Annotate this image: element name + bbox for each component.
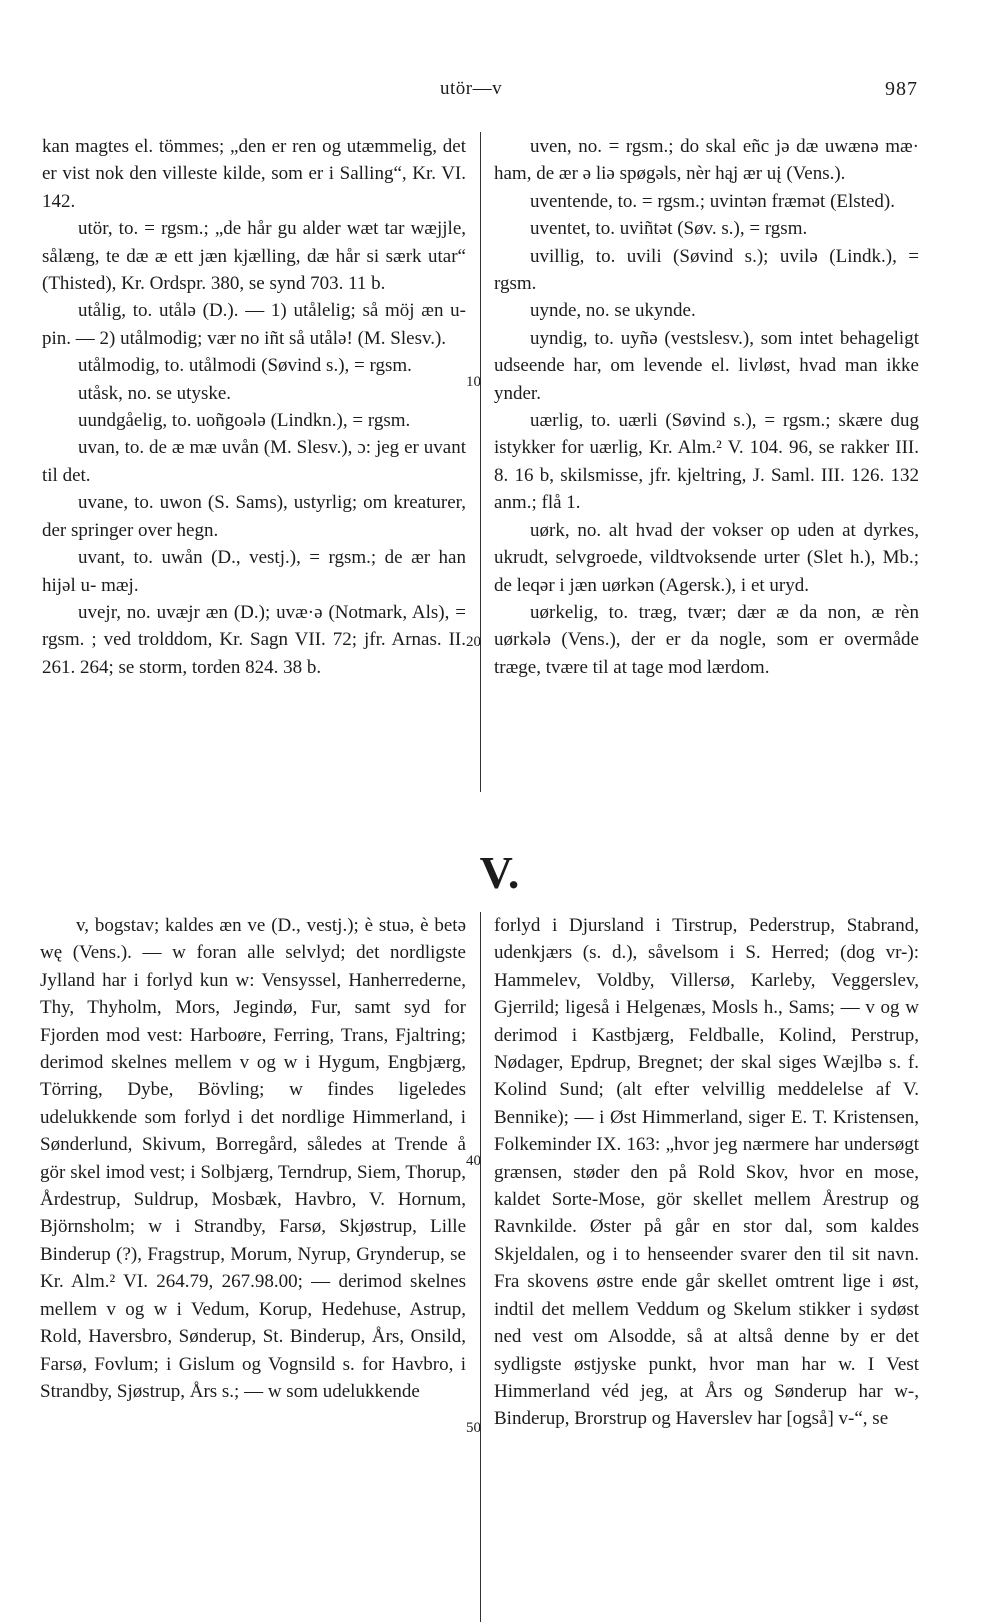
column-divider-bottom [480,912,481,1622]
entry-uventende: uventende, to. = rgsm.; uvintən fræmət (Elsted). [530,190,895,212]
entry-uventet: uventet, to. uviñtət (Søv. s.), = rgsm. [530,218,808,240]
running-header [0,78,1000,108]
entry-uyndig: uyndig, to. uyñə (vestslesv.), som intet behageligt udseende har, om levende el. livløst, hvad man ikke ynder. [494,327,919,404]
entry-uvant: uvant, to. uwån (D., vestj.), = rgsm.; de ær han hijəl u- mæj. [42,547,466,596]
entry-utor: utör, to. = rgsm.; „de hår gu alder wæt tar wæjjle, sålæng, te dæ æ ett jæn kjælling, dæ hår si særk utar“ (Thisted), Kr. Ordspr. 380, se synd 703. 11 b. [42,218,466,295]
entry-uvillig: uvillig, to. uvili (Søvind s.); uvilə (Lindk.), = rgsm. [494,245,919,295]
column-bottom-right [494,912,919,1433]
entry-uynde: uynde, no. se ukynde. [530,300,696,322]
entry-text: kan magtes el. tömmes; „den er ren og utæmmelig, det er vist nok den villeste kilde, som er i Salling“, Kr. VI. 142. [42,136,466,212]
entry-uvane: uvane, to. uwon (S. Sams), ustyrlig; om kreaturer, der springer over hegn. [42,492,466,541]
entry-v-continued: forlyd i Djursland i Tirstrup, Pederstrup, Stabrand, udenkjærs (s. d.), såvelsom i S. Herred; (dog vr-): Hammelev, Voldby, Villersø, Karleby, Veggerslev, Gjerrild; ligeså i Helgenæs, Mosls h., Sams; — v og w derimod i Kastbjærg, Feldballe, Kolind, Perstrup, Nødager, Epdrup, Bregnet; der skal siges Wæjlbə s. f. Kolind Sund; (alt efter velvillig meddelelse af V. Bennike); — i Øst Himmerland, siger E. T. Kristensen, Folkeminder IX. 163: „hvor jeg nærmere har undersøgt grænsen, støder den på Rold Skov, hvor en mose, kaldet Sorte-Mose, gör skellet mellem Årestrup og Ravnkilde. Øster på går en stor dal, som kaldes Skjeldalen, og i to henseender svarer den til sit navn. Fra skovens østre ende går skellet omtrent lige i øst, indtil det mellem Veddum og Skelum stikker i sydøst ned vest om Alsodde, så at altså denne by er det sydligste østjyske punkt, hvor man har w. I Vest Himmerland véd jeg, at Års og Sønderup har w-, Binderup, Brorstrup og Haverslev har [også] v-“, se [494,915,919,1430]
entry-uorkelig: uørkelig, to. træg, tvær; dær æ da non, æ rèn uørkələ (Vens.), der er da nogle, som er overmåde træge, tvære til at tage mod lærdom. [494,601,919,678]
line-number-40: 40 [466,1153,481,1169]
entry-utalig: utålig, to. utålə (D.). — 1) utålelig; så möj æn u- pin. — 2) utålmodig; vær no iñt så utålə! (M. Slesv.). [42,300,466,349]
line-number-20: 20 [466,634,481,650]
entry-uvan: uvan, to. de æ mæ uvån (M. Slesv.), ɔ: jeg er uvant til det. [42,437,466,486]
page-number: 987 [885,78,918,100]
entry-uork: uørk, no. alt hvad der vokser op uden at dyrkes, ukrudt, selvgroede, vildtvoksende urter (Slet h.), Mb.; de leqər i jæn uørkən (Agersk.), i et uryd. [494,519,919,596]
entry-utask: utåsk, no. se utyske. [78,382,232,404]
line-number-50: 50 [466,1420,481,1436]
entry-uaerlig: uærlig, to. uærli (Søvind s.), = rgsm.; skære dug istykker for uærlig, Kr. Alm.² V. 104. 96, se rakker III. 8. 16 b, skilsmisse, jfr. kjeltring, J. Saml. III. 126. 132 anm.; flå 1. [494,410,919,514]
entry-utalmodig: utålmodig, to. utålmodi (Søvind s.), = rgsm. [78,355,412,377]
entry-uven: uven, no. = rgsm.; do skal eñc jə dæ uwænə mæ· ham, de ær ə liə spøgəls, nèr hąj ær uį (Vens.). [494,136,919,185]
entry-v: v, bogstav; kaldes æn ve (D., vestj.); è stuə, è betə wę (Vens.). — w foran alle selvlyd; det nordligste Jylland har i forlyd kun w: Vensyssel, Hanherrederne, Thy, Thyholm, Mors, Jegindø, Fur, samt syd for Fjorden mod vest: Harboøre, Ferring, Trans, Fjaltring; derimod skelnes mellem v og w i Hygum, Engbjærg, Törring, Dybe, Bövling; w findes ligeledes udelukkende som forlyd i det nordlige Himmerland, i Sønderlund, Skivum, Borregård, således at Trende å gör skel imod vest; i Solbjærg, Terndrup, Siem, Thorup, Årdestrup, Suldrup, Mosbæk, Havbro, V. Hornum, Björnsholm; w i Strandby, Farsø, Skjøstrup, Lille Binderup (?), Fragstrup, Morum, Nyrup, Gryndeгup, se Kr. Alm.² VI. 264.79, 267.98.00; — derimod skelnes mellem v og w i Vedum, Korup, Hedehuse, Astrup, Rold, Haversbro, Sønderup, St. Binderup, Års, Onsild, Farsø, Fovlum; i Gislum og Vognsild s. for Havbro, i Strandby, Sjøstrup, Års s.; — w som udelukkende [40,915,466,1402]
column-divider-top [480,132,481,792]
column-top-right [494,133,919,681]
section-heading-v: V. [479,847,521,898]
line-number-10: 10 [466,374,481,390]
column-top-left [42,133,466,681]
entry-uvejr: uvejr, no. uvæjr æn (D.); uvæ·ə (Notmark, Als), = rgsm. ; ved trolddom, Kr. Sagn VII. 72; jfr. Arnas. II. 261. 264; se storm, torden 824. 38 b. [42,601,466,678]
running-title: utör—v [440,78,503,99]
entry-uundgaelig: uundgåelig, to. uoñgoələ (Lindkn.), = rgsm. [78,410,411,432]
column-bottom-left [40,912,466,1405]
